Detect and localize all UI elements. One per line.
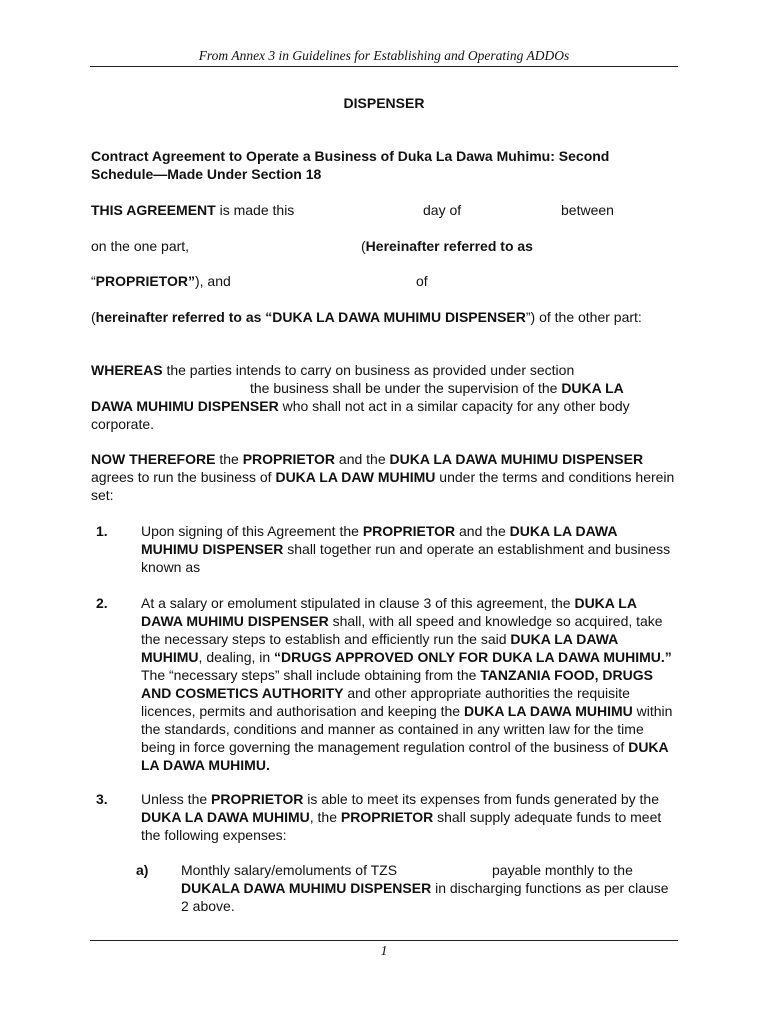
now-therefore	[91, 450, 676, 504]
c2-text-4: The “necessary steps” shall include obtaining from the	[141, 667, 481, 683]
hereinafter-bold: Hereinafter referred to as	[365, 238, 533, 254]
c3-bold-3: PROPRIETOR	[340, 809, 434, 825]
agreement-text: is made this	[215, 202, 295, 218]
c2-bold-4: TANZANIA FOOD, DRUGS AND COSMETICS AUTHORITY	[141, 667, 653, 701]
subclause-a-text-2: payable monthly to the	[492, 862, 633, 878]
proprietor-line	[91, 272, 231, 290]
page-number: 1	[380, 944, 388, 959]
c3-text-1: Unless the	[141, 791, 212, 807]
footer-rule	[90, 940, 678, 941]
whereas-text-3: who shall not act in a similar capacity for any other body corporate.	[91, 398, 630, 432]
c3-bold-2: DUKA LA DAWA MUHIMU	[141, 809, 310, 825]
c1-text-3: shall together run and operate an establishment and business known as	[141, 541, 671, 575]
open-paren-2: (	[91, 309, 96, 325]
c2-bold-2: DUKA LA DAWA MUHIMU	[141, 631, 618, 665]
c2-text-5: and other appropriate authorities the requisite licences, permits and authorisation and keeping the	[141, 685, 630, 719]
c2-bold-5: DUKA LA DAWA MUHIMU	[463, 703, 633, 719]
open-paren: (	[361, 238, 366, 254]
c2-bold-6: DUKA LA DAWA MUHIMU.	[141, 739, 669, 773]
clause-3	[141, 790, 676, 844]
c3-bold-1: PROPRIETOR	[211, 791, 304, 807]
header-rule	[90, 66, 678, 67]
dispenser-bold: “DUKA LA DAWA MUHIMU DISPENSER	[261, 309, 526, 325]
c2-text-2: shall, with all speed and knowledge so acquired, take the necessary steps to establish and efficiently run the said	[141, 613, 663, 647]
whereas-text-2: the business shall be under the supervision of the	[250, 380, 562, 396]
clause-number: 1.	[96, 523, 108, 539]
nt-text-2: and the	[335, 451, 390, 467]
c3-text-2: is able to meet its expenses from funds generated by the	[303, 791, 660, 807]
c2-text-6: within the standards, conditions and manner as contained in any written law for the time being in force governing the management regulation control of the business of	[141, 703, 673, 755]
whereas-bold-2: DUKA LA	[561, 380, 624, 396]
dispenser-definition	[91, 308, 671, 326]
document-title: DISPENSER	[343, 95, 425, 111]
c3-text-4: shall supply adequate funds to meet the following expenses:	[141, 809, 662, 843]
whereas-bold-3: DAWA MUHIMU DISPENSER	[91, 398, 279, 414]
whereas-line2	[250, 379, 624, 397]
day-of-label: day of	[423, 202, 462, 218]
clause-1	[141, 522, 671, 576]
nt-dispenser: DUKA LA DAWA MUHIMU DISPENSER	[389, 451, 644, 467]
c2-text-3: , dealing, in	[198, 649, 275, 665]
c2-bold-3: “DRUGS APPROVED ONLY FOR DUKA LA DAWA MUHIMU.”	[274, 649, 672, 665]
sa-bold-1: DUKALA DAWA MUHIMU DISPENSER	[181, 880, 432, 896]
hereinafter-proprietor	[361, 237, 533, 255]
c2-text-1: At a salary or emolument stipulated in clause 3 of this agreement, the	[141, 595, 575, 611]
clause-number: 3.	[96, 791, 108, 807]
subclause-a-body	[181, 879, 671, 915]
c2-bold-1: DUKA LA DAWA MUHIMU DISPENSER	[141, 595, 637, 629]
whereas-line1	[91, 361, 574, 379]
of-label: of	[416, 273, 428, 289]
whereas-bold: WHEREAS	[91, 362, 163, 378]
now-therefore-bold: NOW THEREFORE	[91, 451, 216, 467]
hereinafter-bold-2: hereinafter referred to as	[95, 309, 262, 325]
c3-text-3: , the	[309, 809, 341, 825]
subclause-a-text-1: Monthly salary/emoluments of TZS	[181, 862, 398, 878]
one-part-label: on the one part,	[91, 238, 190, 254]
clause-number: 2.	[96, 595, 108, 611]
c1-bold-1: PROPRIETOR	[362, 523, 456, 539]
c1-text-2: and the	[455, 523, 510, 539]
c1-bold-2: DUKA LA DAWA MUHIMU DISPENSER	[141, 523, 617, 557]
nt-text-1: the	[215, 451, 243, 467]
clause-2	[141, 594, 676, 774]
nt-text-4: under the terms and conditions herein set:	[91, 469, 675, 503]
nt-proprietor: PROPRIETOR	[242, 451, 336, 467]
proprietor-text: ), and	[194, 273, 231, 289]
dispenser-text: ”) of the other part:	[525, 309, 642, 325]
c1-text-1: Upon signing of this Agreement the	[141, 523, 363, 539]
subclause-label: a)	[136, 862, 149, 878]
open-quote: “	[91, 273, 96, 289]
whereas-line3	[91, 397, 681, 433]
contract-heading: Contract Agreement to Operate a Business of Duka La Dawa Muhimu: Second Schedule—Made Under Section 18	[91, 148, 610, 182]
sa-text-3: in discharging functions as per clause 2 above.	[181, 880, 669, 914]
whereas-text: the parties intends to carry on business as provided under section	[162, 362, 575, 378]
nt-text-3: agrees to run the business of	[91, 469, 276, 485]
proprietor-bold: PROPRIETOR”	[95, 273, 195, 289]
between-label: between	[561, 202, 614, 218]
agreement-intro	[91, 201, 294, 219]
agreement-bold: THIS AGREEMENT	[91, 202, 216, 218]
nt-duka: DUKA LA DAW MUHIMU	[275, 469, 436, 485]
page-header: From Annex 3 in Guidelines for Establishing and Operating ADDOs	[198, 48, 570, 63]
